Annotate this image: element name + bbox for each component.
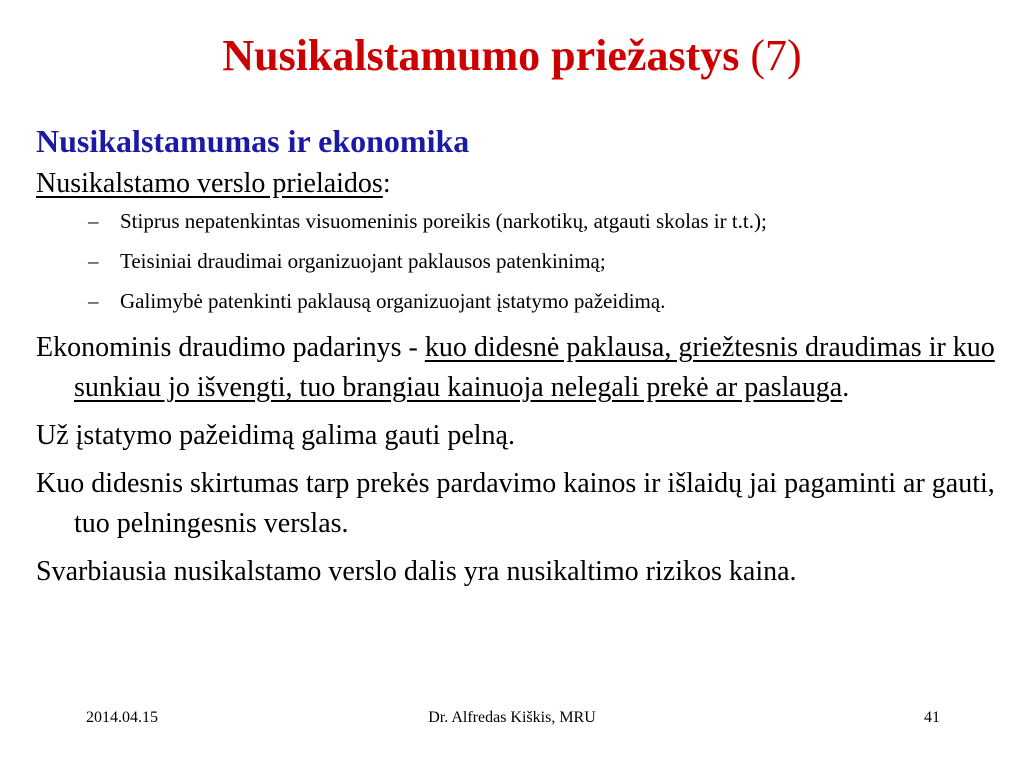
- slide-content: [36, 118, 996, 600]
- paragraph-risk-price: Svarbiausia nusikalstamo verslo dalis yra nusikaltimo rizikos kaina.: [36, 556, 797, 587]
- list-item: [36, 288, 996, 314]
- dash-marker: –: [88, 209, 99, 233]
- para1-underlined: kuo didesnė paklausa, griežtesnis draudimas ir kuo sunkiau jo išvengti, tuo brangiau kainuoja nelegali prekė ar paslauga: [74, 332, 995, 403]
- paragraph-economic-effect: [36, 328, 996, 408]
- footer-date: 2014.04.15: [86, 709, 158, 726]
- intro-underlined: Nusikalstamo verslo prielaidos: [36, 168, 383, 199]
- slide-title: [0, 28, 1024, 84]
- para1-prefix: Ekonominis draudimo padarinys -: [36, 332, 425, 363]
- subheading: Nusikalstamumas ir ekonomika: [36, 123, 470, 159]
- bullet-text: Stiprus nepatenkintas visuomeninis poreikis (narkotikų, atgauti skolas ir t.t.);: [120, 209, 767, 233]
- paragraph-price-difference: Kuo didesnis skirtumas tarp prekės pardavimo kainos ir išlaidų jai pagaminti ar gauti, tuo pelningesnis verslas.: [36, 468, 995, 539]
- list-item: [36, 208, 996, 234]
- slide-title-number: (7): [750, 31, 802, 80]
- bullet-list: [36, 208, 996, 314]
- bullet-text: Teisiniai draudimai organizuojant paklausos patenkinimą;: [120, 249, 606, 273]
- paragraph-profit: Už įstatymo pažeidimą galima gauti pelną.: [36, 420, 515, 451]
- footer-author: Dr. Alfredas Kiškis, MRU: [428, 709, 596, 726]
- slide-title-main: Nusikalstamumo priežastys: [222, 31, 740, 80]
- intro-colon: :: [382, 168, 391, 199]
- dash-marker: –: [88, 249, 99, 273]
- list-item: [36, 248, 996, 274]
- para1-suffix: .: [842, 372, 850, 403]
- bullet-text: Galimybė patenkinti paklausą organizuojant įstatymo pažeidimą.: [120, 289, 666, 313]
- intro-line: [36, 164, 996, 204]
- footer-page-number: 41: [924, 709, 940, 726]
- dash-marker: –: [88, 289, 99, 313]
